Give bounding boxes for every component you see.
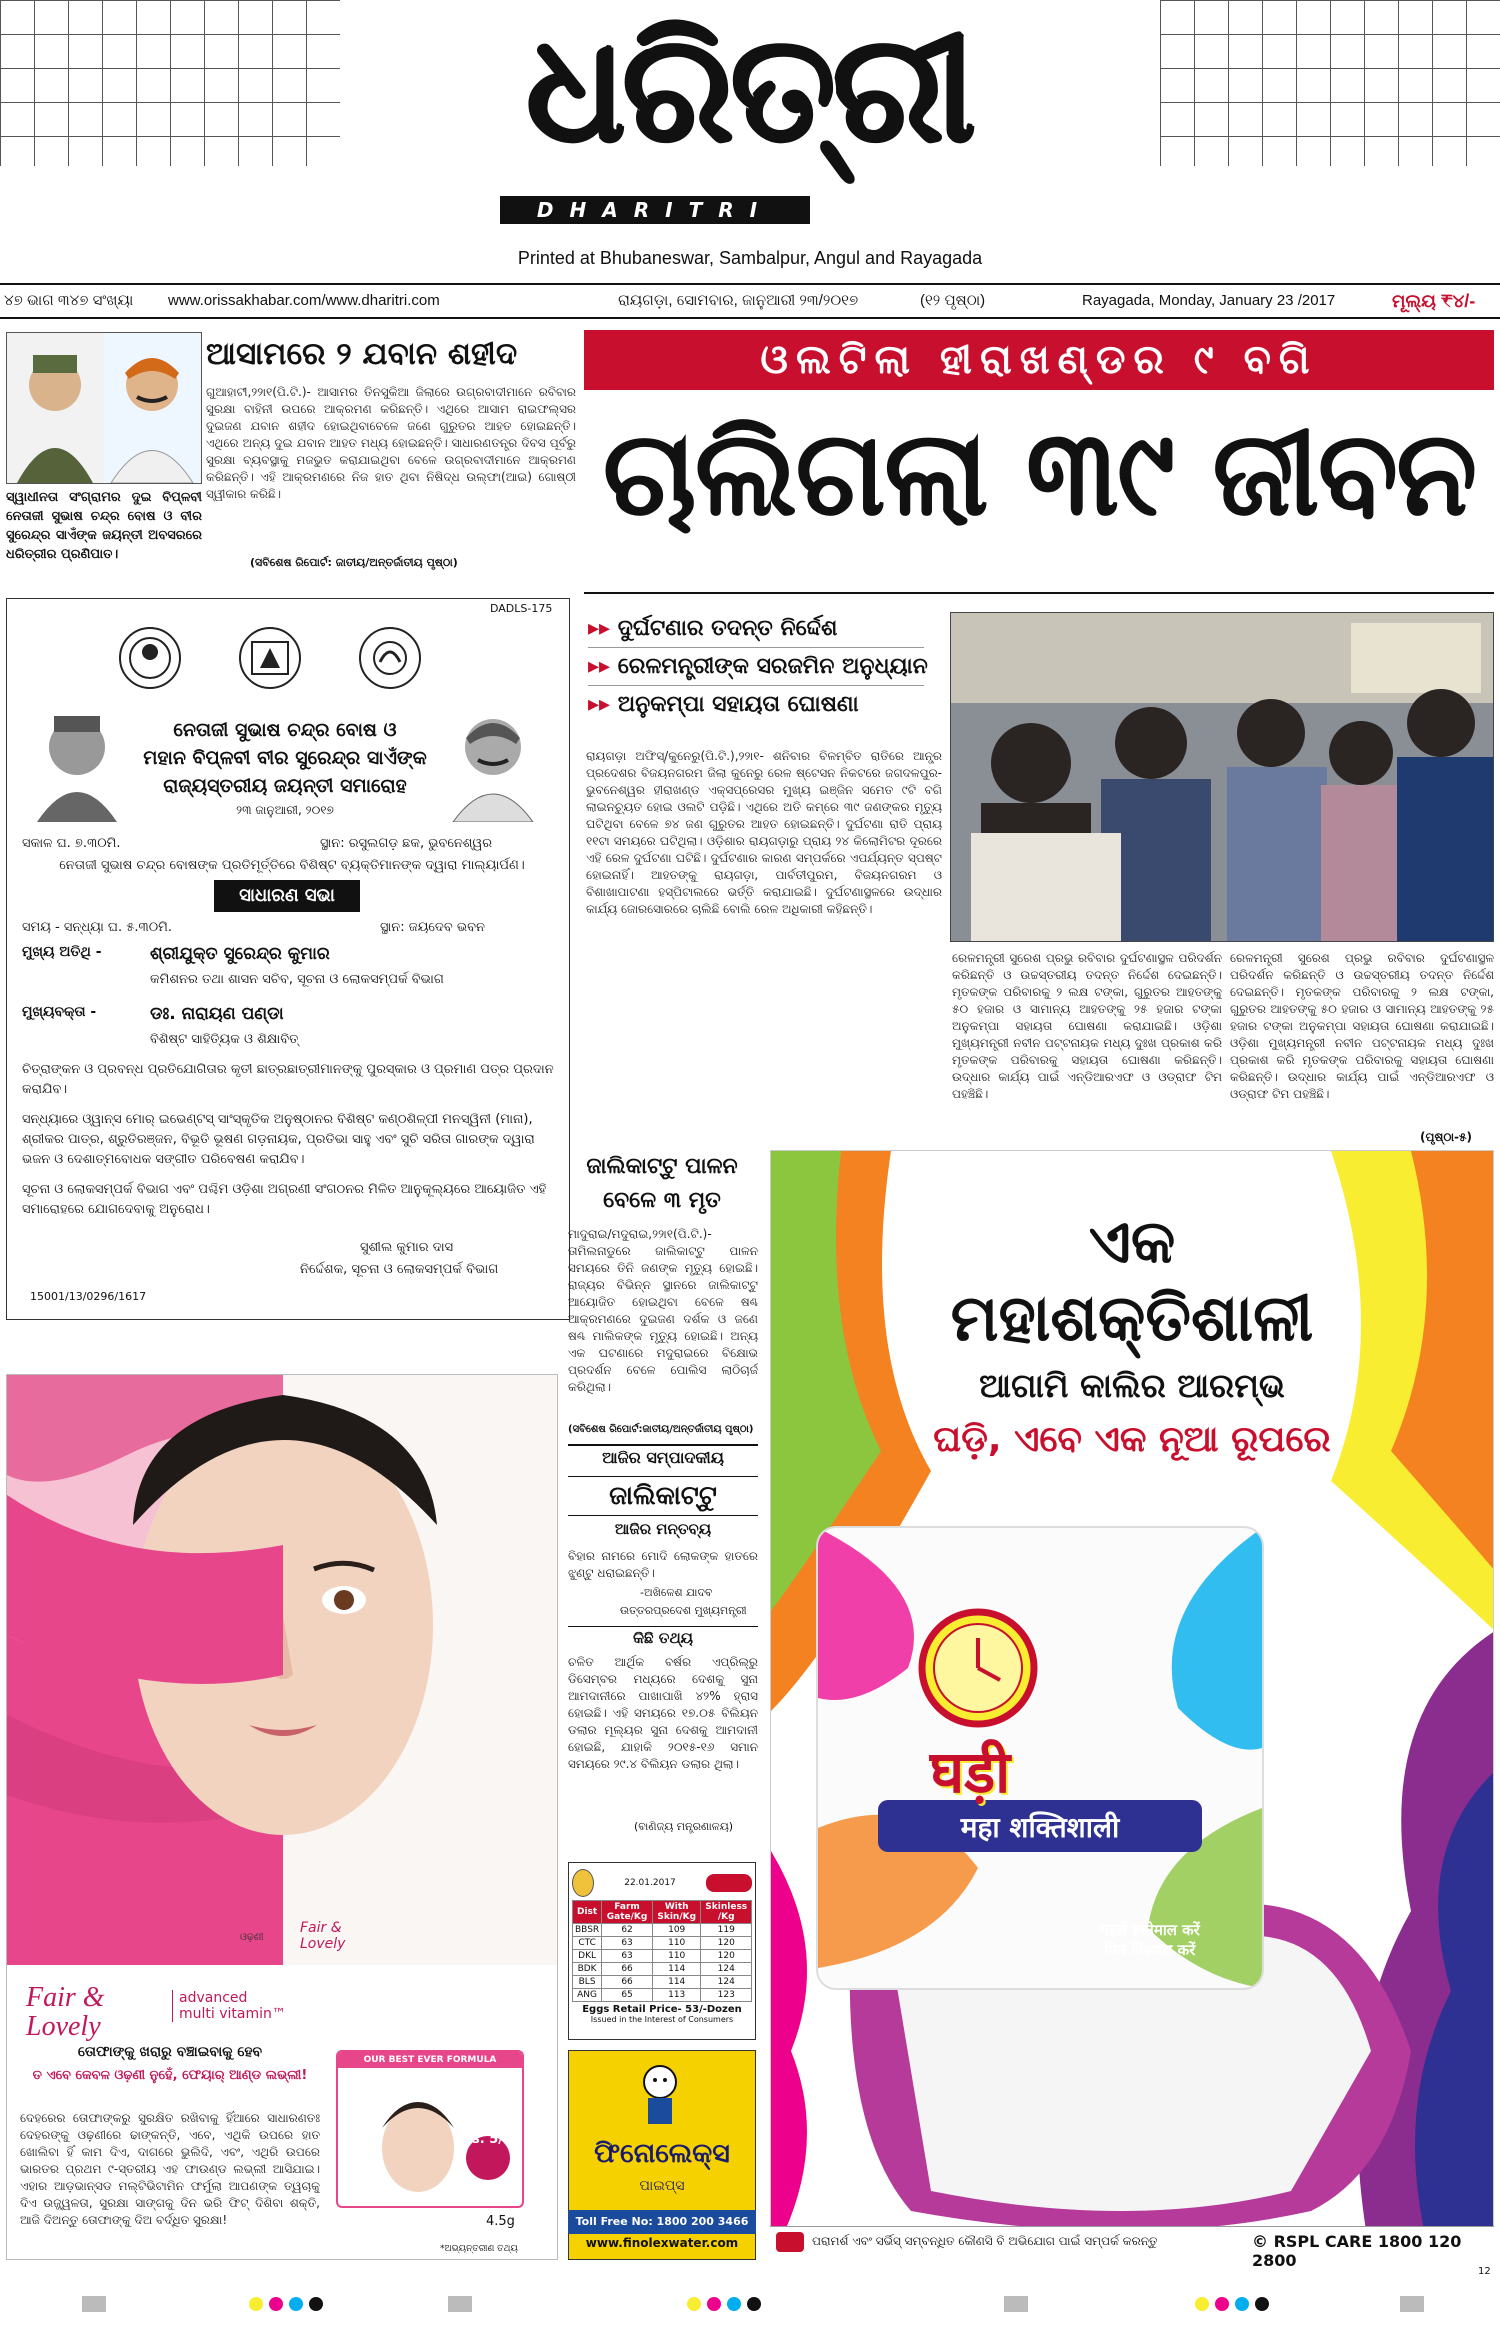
fact-source: (ବାଣିଜ୍ୟ ମନ୍ତ୍ରଣାଳୟ) [634, 1820, 734, 1833]
mascot-icon [620, 2060, 700, 2130]
table-row: ANG 65 113 123 [573, 1989, 752, 2002]
govt-ad-para2: ସନ୍ଧ୍ୟାରେ ଓ୍ୱାନ୍‌ସ ମୋର୍ ଇଭେଣ୍ଟସ୍ ସାଂସ୍କୃତିକ ଅନୁଷ୍ଠାନର ବିଶିଷ୍ଟ କଣ୍ଠଶିଳ୍ପୀ ମନସ୍ୱିନୀ (ମାନା), ଶ୍ରୀକର ପାତ୍ର, ଶ୍ରୁତିରଞ୍ଜନ, ବିଭୂତି ଭୂଷଣ ଗଡ଼ନାୟକ, ପ୍ରତିଭା ସାହୁ ଏବଂ ସୁଚି ସରିତା ଗାରଙ୍କ ଦ୍ୱାରା ଭଜନ ଓ ଦେଶାତ୍ମବୋଧକ ସଙ୍ଗୀତ ପରିବେଷଣ କରାଯିବ। [22, 1112, 535, 1167]
registration-marks-icon [0, 2290, 1500, 2318]
egg-price-box [568, 1862, 756, 2040]
lead-headline: ଚାଲିଗଲା ୩୯ ଜୀବନ [602, 404, 1476, 542]
egg-price-table: Dist Farm Gate/Kg With Skin/Kg Skinless /Kg BBSR 62 109 119 CTC 63 110 120 DKL 63 110 120 BDK 66 114 124 BLS 66 114 124 ANG 65 113 123 [572, 1900, 752, 2002]
portrait-caption: ସ୍ୱାଧୀନତା ସଂଗ୍ରାମର ଦୁଇ ବିପ୍ଳବୀ ନେତାଜୀ ସୁଭାଷ ଚନ୍ଦ୍ର ବୋଷ ଓ ବୀର ସୁରେନ୍ଦ୍ର ସାଏଁଙ୍କ ଜୟନ୍ତୀ ଅବସରରେ ଧରିତ୍ରୀର ପ୍ରଣିପାତ। [6, 490, 202, 562]
lead-rule [584, 592, 1494, 594]
table-row: DKL 63 110 120 [573, 1950, 752, 1963]
story1-headline: ଆସାମରେ ୨ ଯବାନ ଶହୀଦ [206, 336, 518, 372]
ghadi-care: © RSPL CARE 1800 120 2800 [1252, 2232, 1462, 2270]
quote-desc: ଉତ୍ତରପ୍ରଦେଶ ମୁଖ୍ୟମନ୍ତ୍ରୀ [620, 1604, 747, 1617]
fl-offer2: ତ ଏବେ କେବଳ ଓଢ଼ଣୀ ନୁହେଁ, ଫେୟାର୍ ଆଣ୍ଡ ଲଭ୍‌ଲୀ! [32, 2068, 308, 2083]
lead-bullets [588, 610, 928, 724]
govt-ad-time2: ସମୟ - ସନ୍ଧ୍ୟା ଘ. ୫.୩୦ମି. [22, 920, 173, 935]
infobar-rule-top [0, 283, 1500, 285]
govt-ad-speaker-label: ମୁଖ୍ୟବକ୍ତା - [22, 1004, 97, 1020]
jallikattu-body: ମାଦୁରାଇ/ମଦୁରାଇ,୨୨ା୧(ପି.ଟି.)- ତାମିଲନାଡୁରେ ଜାଲିକାଟ୍ଟୁ ପାଳନ ସମୟରେ ତିନି ଜଣଙ୍କ ମୃତ୍ୟୁ ହୋଇଛି। ରାଜ୍ୟର ବିଭିନ୍ନ ସ୍ଥାନରେ ଜାଲିକାଟ୍ଟୁ ଆୟୋଜିତ ହୋଇଥିବା ବେଳେ ଷଣ୍ଢ ଆକ୍ରମଣରେ ଦୁଇଜଣ ଦର୍ଶକ ଓ ଜଣେ ଷଣ୍ଢ ମାଲିକଙ୍କ ମୃତ୍ୟୁ ହୋଇଛି। ଅନ୍ୟ ଏକ ଘଟଣାରେ ମଦୁରାଇରେ ବିକ୍ଷୋଭ ପ୍ରଦର୍ଶନ ବେଳେ ପୋଲିସ ଲାଠିଚାର୍ଜ କରିଥିଲା। [568, 1227, 758, 1394]
quote-by: -ଅଖିଳେଶ ଯାଦବ [640, 1586, 713, 1599]
lead-more[interactable]: (ପୃଷ୍ଠା-୫) [1420, 1130, 1473, 1144]
date-english: Rayagada, Monday, January 23 /2017 [1082, 292, 1336, 309]
masthead [340, 0, 1160, 220]
quote-text: ବିହାର ନାମରେ ମୋଦି ଲୋକଙ୍କ ହାତରେ ଝୁଣ୍ଟୁ ଧରାଇଛନ୍ତି। [568, 1549, 758, 1580]
portraits [6, 332, 202, 484]
masthead-subtitle: DHARITRI [500, 196, 810, 224]
govt-ad-chief-desc: କମିଶନର ତଥା ଶାସନ ସଚିବ, ସୂଚନା ଓ ଲୋକସମ୍ପର୍କ ବିଭାଗ [150, 972, 444, 987]
lead-bullet: ▸▸ ରେଳମନ୍ତ୍ରୀଙ୍କ ସରଜମିନ ଅନୁଧ୍ୟାନ [588, 648, 924, 686]
ghadi-line4: ଘଡ଼ି, ଏବେ ଏକ ନୂଆ ରୂପରେ [933, 1419, 1331, 1460]
govt-ad-place2: ସ୍ଥାନ: ଜୟଦେବ ଭବନ [380, 920, 485, 935]
govt-ad-tribute: ନେତାଜୀ ସୁଭାଷ ଚନ୍ଦ୍ର ବୋଷଙ୍କ ପ୍ରତିମୂର୍ତ୍ତିରେ ବିଶିଷ୍ଟ ବ୍ୟକ୍ତିମାନଙ୍କ ଦ୍ୱାରା ମାଲ୍ୟାର୍ପଣ। [59, 858, 525, 873]
registration-marks [0, 2290, 1500, 2318]
ghadi-tagline2: फिर विश्वास करें [1104, 1941, 1196, 1959]
bullet-arrow-icon: ▸▸ [588, 654, 611, 679]
govt-ad-signer: ସୁଶୀଲ କୁମାର ଦାସ [360, 1240, 454, 1255]
govt-ad-section: ସାଧାରଣ ସଭା [214, 880, 360, 912]
fl-weight: 4.5g [486, 2214, 515, 2229]
govt-ad-portrait-right [448, 702, 538, 822]
govt-ad-speaker-name: ଡଃ. ନାରାୟଣ ପଣ୍ଡା [150, 1004, 284, 1024]
masthead-logo: ଧରିତ୍ରୀ [526, 4, 974, 176]
infobar [0, 287, 1500, 315]
ghadi-line3: ଆଗାମି କାଲିର ଆରମ୍ଭ [979, 1366, 1285, 1405]
ghadi-brand: घड़ी [929, 1738, 1011, 1806]
story1-more[interactable]: (ସବିଶେଷ ରିପୋର୍ଟ: ଜାତୀୟ/ଅନ୍ତର୍ଜାତୀୟ ପୃଷ୍ଠା) [250, 556, 458, 569]
portrait-illustration [7, 333, 201, 483]
lead-kicker: ଓଲଟିଲା ହୀରାଖଣ୍ଡର ୯ ବଗି [584, 330, 1494, 390]
lead-bullet: ▸▸ ଅନୁକମ୍ପା ସହାୟତା ଘୋଷଣା [588, 692, 859, 717]
fl-logo: Fair & Lovely [26, 1982, 105, 2042]
printed-at: Printed at Bhubaneswar, Sambalpur, Angul and Rayagada [517, 248, 983, 268]
ghadi-line2: ମହାଶକ୍ତିଶାଳୀ [950, 1282, 1314, 1356]
rspl-logo [776, 2232, 804, 2252]
masthead-grid-right [1160, 0, 1500, 166]
fl-body: ଦେହରେର ତୋଫାଙ୍କରୁ ସୁରକ୍ଷିତ ରଖିବାକୁ ହିଁଆରେ ସାଧାରଣତଃ ଦେହରଙ୍କୁ ଓଢ଼ଣୀରେ ଢାଙ୍କନ୍ତି, ଏବେ, ଏଥିକି ଉପରେ ହାତ ଖୋଲିବା ହିଁ କାମ ଦିଏ, ଦାଗରେ ଭୁଲିଦି, ଏବଂ, ଏଥିରି ଉପରେ ଭାରତର ପ୍ରଥମ ୯-ସ୍ତରୀୟ ଏହ ଫାଉଣ୍ଡ ଲଭ୍‌ଲୀ ଆସିଯାଇ। ଏହାର ଆଡ଼ଭାନ୍ସଡ ମଲ୍ଟିଭିଟାମିନ ଫର୍ମୁଲା ଆପଣଙ୍କ ତ୍ୱଚାକୁ ଦିଏ ଉଜ୍ଜ୍ୱଳତା, ସୁରକ୍ଷା ସାଙ୍ଗକୁ ଦିନ ଭରି ଫିଟ୍ ଦିଶିବା ଶକ୍ତି, ଆଜି ଦିଅନ୍ତୁ ତୋଫାଙ୍କୁ ଦିଅ ବର୍ଦ୍ଧିତ ସୁରକ୍ଷା! [20, 2111, 320, 2227]
fl-price: Rs. 5/- [462, 2132, 509, 2147]
govt-ad-speaker-desc: ବିଶିଷ୍ଟ ସାହିତ୍ୟିକ ଓ ଶିକ୍ଷାବିତ୍ [150, 1032, 299, 1047]
egg-issued: Issued in the Interest of Consumers [590, 2015, 734, 2024]
lead-body-1: ରାୟଗଡ଼ା ଅଫିସ୍/କୁନେରୁ(ପି.ଟି.),୨୨ା୧- ଶନିବାର ବିଳମ୍ବିତ ରାତିରେ ଆନ୍ଧ୍ର ପ୍ରଦେଶର ବିଜୟନଗରମ ଜିଲା କୁନେରୁ ରେଳ ଷ୍ଟେସନ ନିକଟରେ ଜଗଦଳପୁର-ଭୁବନେଶ୍ୱର ହୀରାଖଣ୍ଡ ଏକ୍ସପ୍ରେସର ମୁଖ୍ୟ ଇଞ୍ଜିନ ସମେତ ୯ଟି ବଗି ଲାଇନଚ୍ୟୁତ ହୋଇ ଓଲଟି ପଡ଼ିଛି। ଏଥିରେ ଅତି କମ୍‌ରେ ୩୯ ଜଣଙ୍କର ମୃତ୍ୟୁ ଘଟିଥିବା ବେଳେ ୭୪ ଜଣ ଗୁରୁତର ଆହତ ହୋଇଛନ୍ତି। ଦୁର୍ଘଟଣା ରାତି ପ୍ରାୟ ୧୧ଟା ସମୟରେ ଘଟିଥିଲା। ଓଡ଼ିଶାର ରାୟଗଡ଼ାରୁ ପ୍ରାୟ ୨୪ କିଲୋମିଟର ଦୂରରେ ଏହି ରେଳ ଦୁର୍ଘଟଣା ଘଟିଛି। ଦୁର୍ଘଟଣାର କାରଣ ସମ୍ପର୍କରେ ଏପର୍ଯ୍ୟନ୍ତ ସ୍ପଷ୍ଟ ହୋଇନାହିଁ। ଆହତଙ୍କୁ ରାୟଗଡ଼ା, ପାର୍ବତୀପୁରମ, ବିଜୟନଗରମ ଓ ବିଶାଖାପାଟଣା ହସ୍ପିଟାଲରେ ଭର୍ତ୍ତି କରାଯାଇଛି। ଦୁର୍ଘଟଣାସ୍ଥଳରେ ଉଦ୍ଧାର କାର୍ଯ୍ୟ ଜୋରସୋରରେ ଚାଲିଛି ବୋଲି ରେଳ ଅଧିକାରୀ କହିଛନ୍ତି। [586, 749, 942, 916]
table-row: CTC 63 110 120 [573, 1937, 752, 1950]
bullet-arrow-icon: ▸▸ [588, 692, 611, 717]
portrait-netaji [32, 702, 122, 822]
govt-ad-chief-name: ଶ୍ରୀଯୁକ୍ତ ସୁରେନ୍ଦ୍ର କୁମାର [150, 944, 330, 964]
fl-pack [336, 2050, 524, 2208]
emblem-icon [110, 622, 430, 694]
govt-ad-code-top: DADLS-175 [490, 602, 553, 615]
govt-ad-title: ନେତାଜୀ ସୁଭାଷ ଚନ୍ଦ୍ର ବୋଷ ଓ ମହାନ ବିପ୍ଳବୀ ବୀର ସୁରେନ୍ଦ୍ର ସାଏଁଙ୍କ ରାଜ୍ୟସ୍ତରୀୟ ଜୟନ୍ତୀ ସମାରୋହ ୨୩ ଜାନୁଆରୀ, ୨୦୧୭ [143, 719, 427, 817]
lead-bullet: ▸▸ ଦୁର୍ଘଟଣାର ତଦନ୍ତ ନିର୍ଦ୍ଦେଶ [588, 610, 924, 648]
page-count: (୧୨ ପୃଷ୍ଠା) [920, 292, 986, 309]
finolex-mascot [620, 2060, 700, 2130]
quote-label: ଆଜିର ମନ୍ତବ୍ୟ [614, 1520, 712, 1538]
masthead-grid-left [0, 0, 340, 166]
lead-body-3: ରେଳମନ୍ତ୍ରୀ ସୁରେଶ ପ୍ରଭୁ ରବିବାର ଦୁର୍ଘଟଣାସ୍ଥଳ ପରିଦର୍ଶନ କରିଛନ୍ତି ଓ ଉଚ୍ଚସ୍ତରୀୟ ତଦନ୍ତ ନିର୍ଦ୍ଦେଶ ଦେଇଛନ୍ତି। ମୃତକଙ୍କ ପରିବାରକୁ ୨ ଲକ୍ଷ ଟଙ୍କା, ଗୁରୁତର ଆହତଙ୍କୁ ୫୦ ହଜାର ଓ ସାମାନ୍ୟ ଆହତଙ୍କୁ ୨୫ ହଜାର ଟଙ୍କା ଅନୁକମ୍ପା ସହାୟତା ଘୋଷଣା କରାଯାଇଛି। ଓଡ଼ିଶା ମୁଖ୍ୟମନ୍ତ୍ରୀ ନବୀନ ପଟ୍ଟନାୟକ ମଧ୍ୟ ଦୁଃଖ ପ୍ରକାଶ କରି ମୃତକଙ୍କ ପରିବାରକୁ ସହାୟତା ଘୋଷଣା କରିଛନ୍ତି। ଉଦ୍ଧାର କାର୍ଯ୍ୟ ପାଇଁ ଏନ୍‌ଡିଆରଏଫ ଓ ଓଡ୍ରାଫ ଟିମ ପହଞ୍ଚିଛି। [1230, 951, 1494, 1101]
odhani-label: ଓଢ଼ଣୀ [240, 1932, 264, 1943]
fact-text: ଚଳିତ ଆର୍ଥିକ ବର୍ଷର ଏପ୍ରିଲ୍‌ରୁ ଡିସେମ୍ବର ମଧ୍ୟରେ ଦେଶକୁ ସୁନା ଆମଦାନୀରେ ପାଖାପାଖି ୪୨% ହ୍ରାସ ହୋଇଛି। ଏହି ସମୟରେ ୧୭.୦୫ ବିଲିୟନ ଡଲାର ମୂଲ୍ୟର ସୁନା ଦେଶକୁ ଆମଦାନୀ ହୋଇଛି, ଯାହାକି ୨୦୧୫-୧୬ ସମାନ ସମୟରେ ୨୯.୪ ବିଲିୟନ ଡଲାର ଥିଲା। [568, 1655, 758, 1771]
jallikattu-more[interactable]: (ସବିଶେଷ ରିପୋର୍ଟ:ଜାତୀୟ/ଅନ୍ତର୍ଜାତୀୟ ପୃଷ୍ଠା) [568, 1424, 754, 1435]
govt-ad-para1: ଚିତ୍ରାଙ୍କନ ଓ ପ୍ରବନ୍ଧ ପ୍ରତିଯୋଗିତାର କୃତୀ ଛାତ୍ରଛାତ୍ରୀମାନଙ୍କୁ ପୁରସ୍କାର ଓ ପ୍ରମାଣ ପତ୍ର ପ୍ରଦାନ କରାଯିବ। [22, 1062, 554, 1097]
infobar-rule-bottom [0, 317, 1500, 319]
price-badge: ମୂଲ୍ୟ ₹୪/- [1392, 291, 1476, 311]
venkys-logo [706, 1874, 752, 1892]
ghadi-line1: ଏକ [1088, 1207, 1176, 1277]
finolex-brand: ଫିନୋଲେକ୍ସ [594, 2138, 730, 2169]
govt-ad-chief-label: ମୁଖ୍ୟ ଅତିଥି - [22, 944, 102, 960]
fl-footnote: *ଅଭ୍ୟନ୍ତରୀଣ ତଥ୍ୟ [440, 2244, 518, 2254]
govt-ad-place: ସ୍ଥାନ: ରସୁଲଗଡ଼ ଛକ, ଭୁବନେଶ୍ୱର [320, 836, 493, 851]
fl-offer: ତୋଫାଙ୍କୁ ଖରାରୁ ବଞ୍ଚାଇବାକୁ ହେବ [77, 2044, 263, 2060]
govt-emblems [110, 622, 430, 694]
jallikattu-headline: ଜାଲିକାଟ୍ଟୁ ପାଳନ ବେଳେ ୩ ମୃତ [586, 1154, 738, 1213]
egg-icon [572, 1869, 594, 1897]
model-face-image [7, 1375, 558, 1965]
govt-ad-portrait-left [32, 702, 122, 822]
egg-retail-price: Eggs Retail Price- 53/-Dozen [582, 2004, 742, 2015]
govt-ad-para3: ସୂଚନା ଓ ଲୋକସମ୍ପର୍କ ବିଭାଗ ଏବଂ ପଶ୍ଚିମ ଓଡ଼ିଶା ଅଗ୍ରଣୀ ସଂଗଠନର ମିଳିତ ଆନୁକୂଲ୍ୟରେ ଆୟୋଜିତ ଏହି ସମାରୋହରେ ଯୋଗଦେବାକୁ ଅନୁରୋଧ। [22, 1182, 547, 1217]
fl-pack-label: OUR BEST EVER FORMULA [338, 2052, 522, 2068]
page-number: 12 [1478, 2266, 1491, 2277]
egg-price-date: 22.01.2017 [624, 1878, 676, 1888]
finolex-sub: ପାଇପ୍‌ସ [639, 2178, 685, 2194]
bullet-arrow-icon: ▸▸ [588, 616, 611, 641]
finolex-site[interactable]: www.finolexwater.com [585, 2236, 739, 2250]
fact-label: କିଛି ତଥ୍ୟ [568, 1626, 758, 1649]
editorial-label: ଆଜିର ସମ୍ପାଦକୀୟ [602, 1448, 724, 1467]
website[interactable]: www.orissakhabar.com/www.dharitri.com [168, 292, 440, 309]
volume-number: ୪୭ ଭାଗ ୩୪୭ ସଂଖ୍ୟା [4, 292, 134, 309]
ghadi-footer-text: ପରାମର୍ଶ ଏବଂ ସର୍ଭିସ୍ ସମ୍ବନ୍ଧିତ କୌଣସି ବି ଅଭିଯୋଗ ପାଇଁ ସମ୍ପର୍କ କରନ୍ତୁ [812, 2234, 1158, 2248]
lead-body-2: ରେଳମନ୍ତ୍ରୀ ସୁରେଶ ପ୍ରଭୁ ରବିବାର ଦୁର୍ଘଟଣାସ୍ଥଳ ପରିଦର୍ଶନ କରିଛନ୍ତି ଓ ଉଚ୍ଚସ୍ତରୀୟ ତଦନ୍ତ ନିର୍ଦ୍ଦେଶ ଦେଇଛନ୍ତି। ମୃତକଙ୍କ ପରିବାରକୁ ୨ ଲକ୍ଷ ଟଙ୍କା, ଗୁରୁତର ଆହତଙ୍କୁ ୫୦ ହଜାର ଓ ସାମାନ୍ୟ ଆହତଙ୍କୁ ୨୫ ହଜାର ଟଙ୍କା ଅନୁକମ୍ପା ସହାୟତା ଘୋଷଣା କରାଯାଇଛି। ଓଡ଼ିଶା ମୁଖ୍ୟମନ୍ତ୍ରୀ ନବୀନ ପଟ୍ଟନାୟକ ମଧ୍ୟ ଦୁଃଖ ପ୍ରକାଶ କରି ମୃତକଙ୍କ ପରିବାରକୁ ସହାୟତା ଘୋଷଣା କରିଛନ୍ତି। ଉଦ୍ଧାର କାର୍ଯ୍ୟ ପାଇଁ ଏନ୍‌ଡିଆରଏଫ ଓ ଓଡ୍ରାଫ ଟିମ ପହଞ୍ଚିଛି। [952, 951, 1222, 1101]
editorial-title[interactable]: ଜାଲିକାଟ୍ଟୁ [568, 1476, 758, 1516]
story1-body: ଗୁଆହାଟୀ,୨୨ା୧(ପି.ଟି.)- ଆସାମର ତିନସୁକିଆ ଜିଲାରେ ଉଗ୍ରବାଦୀମାନେ ରବିବାର ସୁରକ୍ଷା ବାହିନୀ ଉପରେ ଆକ୍ରମଣ କରିଛନ୍ତି। ଏଥିରେ ଆସାମ ରାଇଫଲ୍ସର ଦୁଇଜଣ ଯବାନ ଶହୀଦ ହୋଇଥିବାବେଳେ ଜଣେ ଗୁରୁତର ଆହତ ହୋଇଛନ୍ତି। ଏଥିରେ ଅନ୍ୟ ଦୁଇ ଯବାନ ଆହତ ମଧ୍ୟ ହୋଇଛନ୍ତି। ସାଧାରଣତନ୍ତ୍ର ଦିବସ ପୂର୍ବରୁ ସୁରକ୍ଷା ବ୍ୟବସ୍ଥାକୁ ମଜଭୁତ କରାଯାଇଥିବା ବେଳେ ଉଗ୍ରବାଦୀମାନେ ଆକ୍ରମଣ କରିଛନ୍ତି। ଏହି ଆକ୍ରମଣରେ ନିଜ ହାତ ଥିବା ନିଷିଦ୍ଧ ଉଲ୍‌ଫା(ଆଇ) ଗୋଷ୍ଠୀ ସ୍ୱୀକାର କରିଛି। [206, 385, 576, 501]
finolex-tollfree: Toll Free No: 1800 200 3466 [568, 2210, 756, 2234]
ghadi-pack-line: महा शक्तिशाली [960, 1811, 1120, 1844]
table-row: BBSR 62 109 119 [573, 1924, 752, 1937]
table-row: BLS 66 114 124 [573, 1976, 752, 1989]
fl-sub: advanced multi vitamin™ [172, 1990, 286, 2022]
table-row: BDK 66 114 124 [573, 1963, 752, 1976]
date-odia: ରାୟଗଡ଼ା, ସୋମବାର, ଜାନୁଆରୀ ୨୩/୨୦୧୭ [618, 292, 859, 309]
railway-minister-photo [951, 613, 1494, 942]
govt-ad-signer-desc: ନିର୍ଦ୍ଦେଶକ, ସୂଚନା ଓ ଲୋକସମ୍ପର୍କ ବିଭାଗ [300, 1262, 499, 1277]
govt-ad-time: ସକାଳ ଘ. ୭.୩୦ମି. [22, 836, 121, 851]
govt-ad-code-bottom: 15001/13/0296/1617 [30, 1290, 147, 1303]
ghadi-tagline1: पहले इस्तेमाल करें [1100, 1921, 1200, 1939]
lead-photo [950, 612, 1494, 942]
fl-mini-logo: Fair & Lovely [300, 1920, 346, 1952]
portrait-surendra [448, 702, 538, 822]
